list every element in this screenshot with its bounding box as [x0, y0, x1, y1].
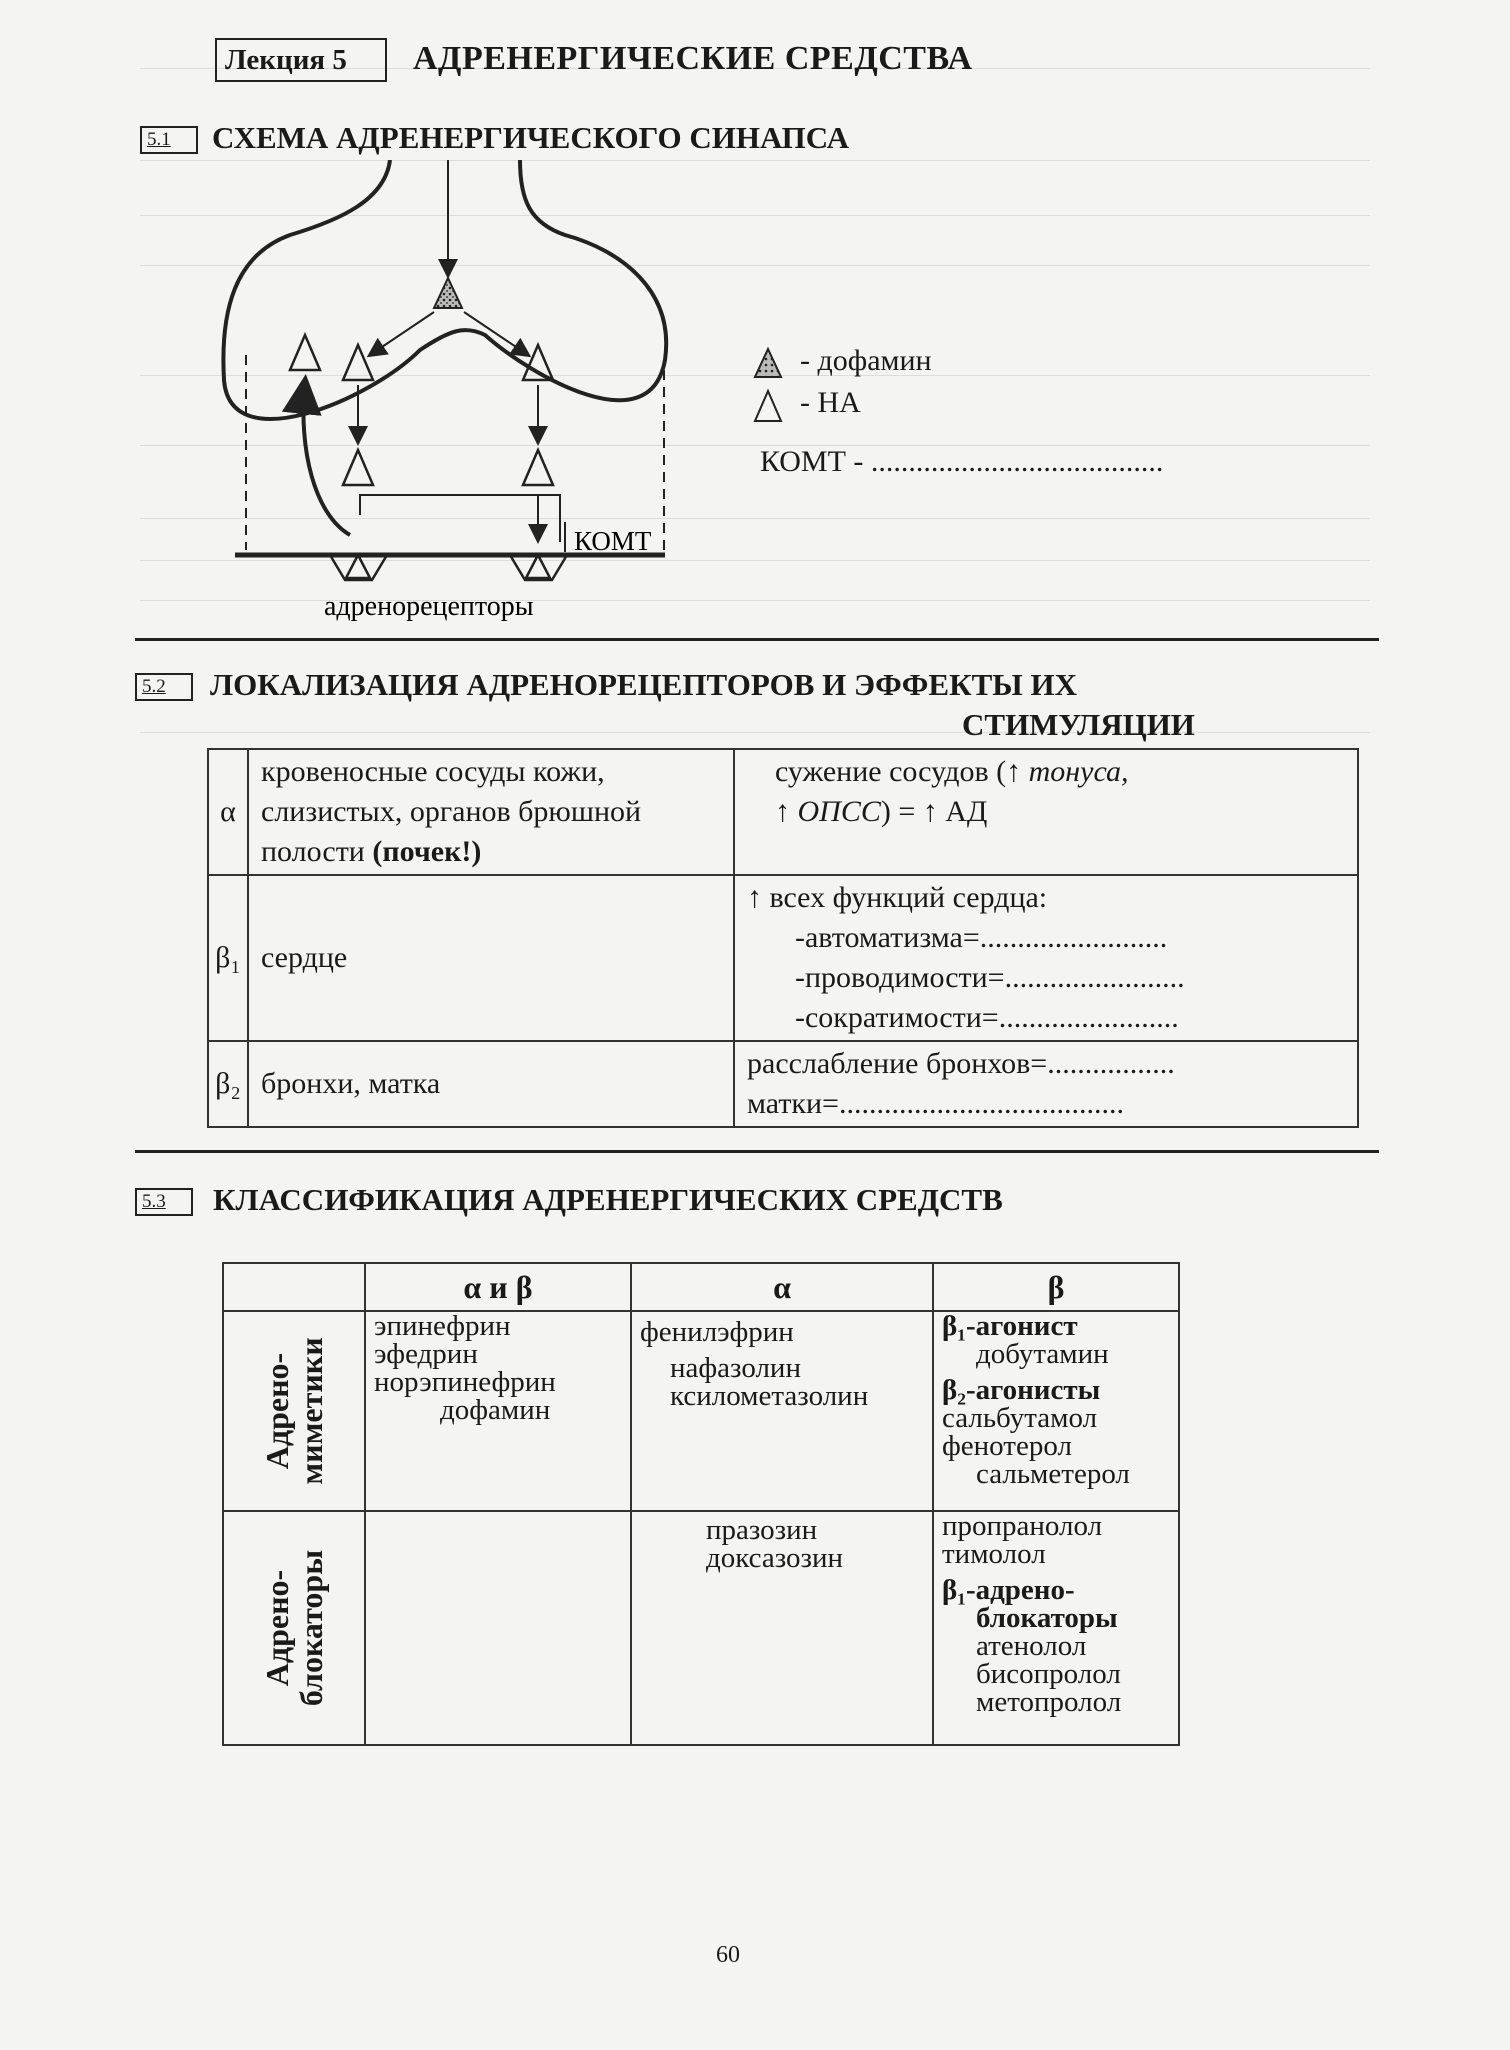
- receptor-effect: расслабление бронхов=................. матки=......................................: [734, 1041, 1358, 1127]
- synapse-diagram: [220, 160, 690, 630]
- mimetics-beta: β₁-агонист добутамин β₂-агонисты сальбутамол фенотерол сальметерол: [933, 1311, 1179, 1511]
- row-label-blockers: Адрено- блокаторы: [223, 1511, 365, 1745]
- section-5-2-number: 5.2: [135, 673, 193, 701]
- table-header-row: [223, 1263, 1179, 1311]
- section-5-3-number: 5.3: [135, 1188, 193, 1216]
- na-triangle-reuptake: [290, 335, 320, 370]
- receptor-effect: ↑ всех функций сердца: -автоматизма=......................... -проводимости=........................ -сократимости=........................: [734, 875, 1358, 1041]
- mimetics-alpha-beta: эпинефрин эфедрин норэпинефрин дофамин: [365, 1311, 631, 1511]
- section-5-1-number: 5.1: [140, 126, 198, 154]
- receptor-symbol: β₂: [208, 1041, 248, 1127]
- table-row: [223, 1511, 1179, 1745]
- section-divider-1: [135, 638, 1379, 641]
- na-triangle-cleft-right: [523, 450, 553, 485]
- mimetics-alpha: фенилэфрин нафазолин ксилометазолин: [631, 1311, 933, 1511]
- section-5-2-title-line1: ЛОКАЛИЗАЦИЯ АДРЕНОРЕЦЕПТОРОВ И ЭФФЕКТЫ ИХ: [210, 667, 1077, 702]
- column-header: α: [631, 1263, 933, 1311]
- table-row: [208, 1041, 1358, 1127]
- column-header: β: [933, 1263, 1179, 1311]
- receptor-left: [330, 555, 387, 580]
- dopamine-triangle: [434, 278, 462, 308]
- column-header: α и β: [365, 1263, 631, 1311]
- table-row: [223, 1311, 1179, 1511]
- blockers-alpha-beta: [365, 1511, 631, 1745]
- na-triangle-cleft-left: [343, 450, 373, 485]
- section-5-1-title: СХЕМА АДРЕНЕРГИЧЕСКОГО СИНАПСА: [212, 120, 849, 155]
- classification-table: [222, 1262, 1180, 1746]
- section-5-2-title-line2: СТИМУЛЯЦИИ: [962, 707, 1195, 742]
- komt-box: [360, 495, 560, 542]
- lecture-label: Лекция 5: [215, 38, 387, 82]
- arrow-dopamine-right: [464, 312, 528, 355]
- legend-dopamine: - дофамин: [800, 344, 932, 377]
- page-number: 60: [716, 1942, 740, 1968]
- blockers-beta: пропранолол тимолол β₁-адрено- блокаторы атенолол бисопролол метопролол: [933, 1511, 1179, 1745]
- corner-cell: [223, 1263, 365, 1311]
- table-row: [208, 875, 1358, 1041]
- receptor-effects-table: [207, 748, 1359, 1128]
- receptor-location: кровеносные сосуды кожи, слизистых, органов брюшной полости (почек!): [248, 749, 734, 875]
- na-triangle-left: [343, 345, 373, 380]
- legend-na: - НА: [800, 386, 861, 419]
- legend-komt: КОМТ - .......................................: [760, 445, 1164, 478]
- receptor-location: сердце: [248, 875, 734, 1041]
- lecture-title: АДРЕНЕРГИЧЕСКИЕ СРЕДСТВА: [413, 40, 973, 77]
- dopamine-legend-icon: [755, 349, 781, 377]
- receptor-symbol: β₁: [208, 875, 248, 1041]
- section-divider-2: [135, 1150, 1379, 1153]
- receptor-effect: сужение сосудов (↑ тонуса, ↑ ОПСС) = ↑ АД: [734, 749, 1358, 875]
- section-5-3-title: КЛАССИФИКАЦИЯ АДРЕНЕРГИЧЕСКИХ СРЕДСТВ: [213, 1182, 1003, 1217]
- komt-label: КОМТ: [574, 526, 652, 556]
- row-label-mimetics: Адрено- миметики: [223, 1311, 365, 1511]
- receptor-location: бронхи, матка: [248, 1041, 734, 1127]
- receptors-label: адренорецепторы: [324, 591, 534, 622]
- legend-icons: [752, 345, 788, 427]
- receptor-right: [510, 555, 567, 580]
- receptor-symbol: α: [208, 749, 248, 875]
- table-row: [208, 749, 1358, 875]
- na-legend-icon: [755, 391, 781, 421]
- blockers-alpha: празозин доксазозин: [631, 1511, 933, 1745]
